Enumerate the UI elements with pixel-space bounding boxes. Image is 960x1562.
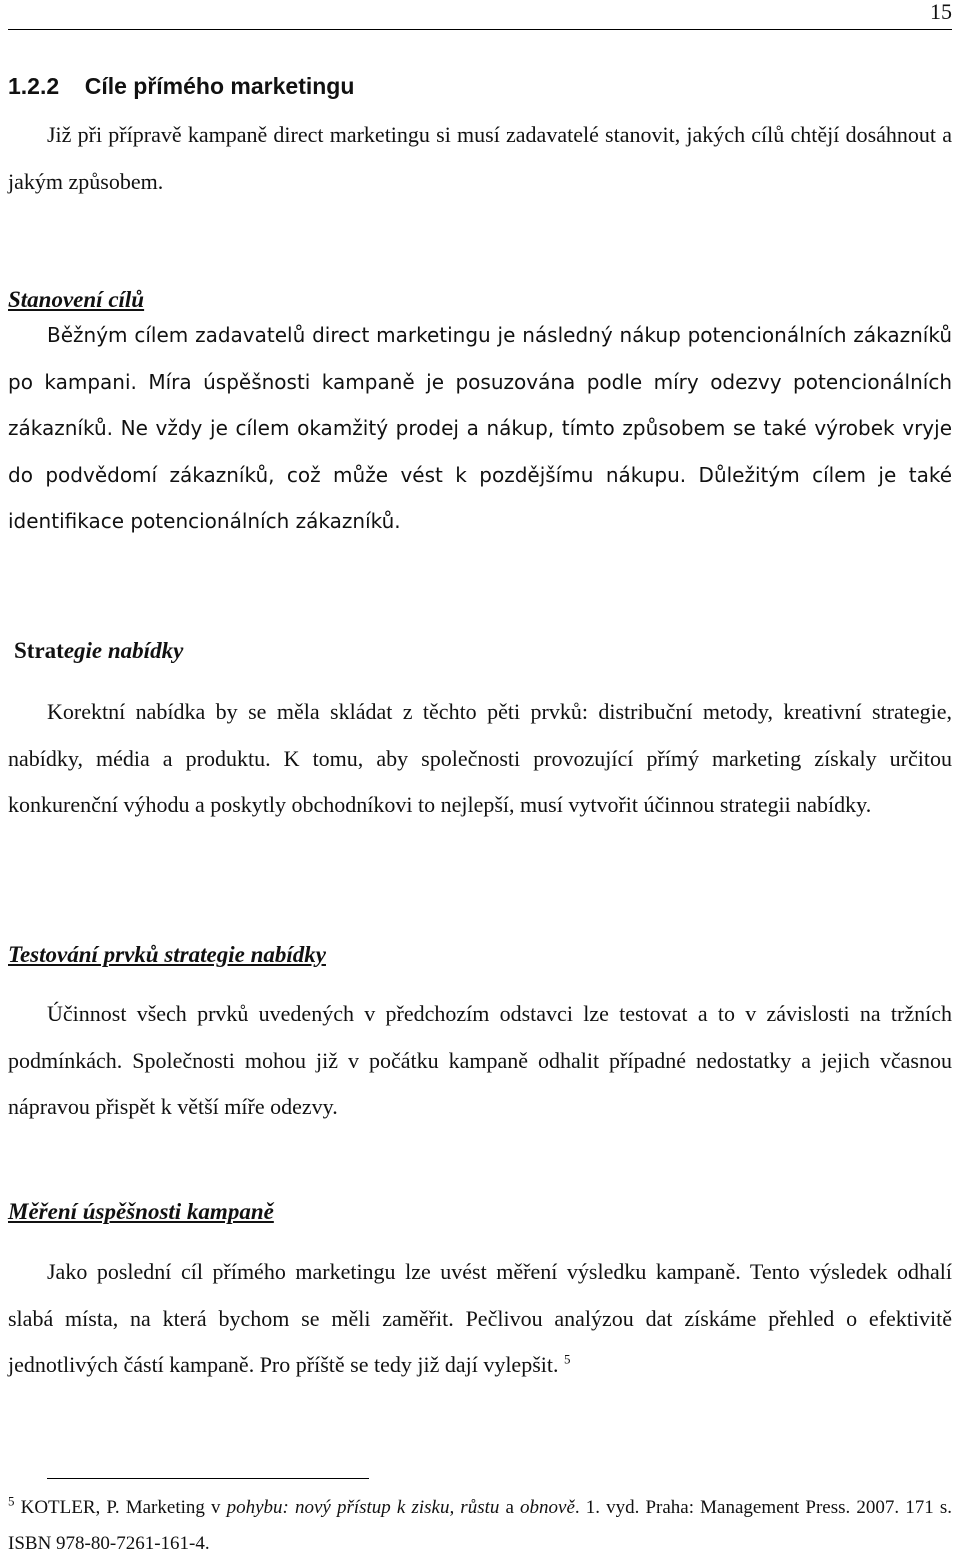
footnote-author: KOTLER, P.: [20, 1497, 120, 1518]
footnote-title-mid: a: [505, 1497, 514, 1518]
paragraph-strategie-nabidky: Korektní nabídka by se měla skládat z těchto pěti prvků: distribuční metody, kreativní strategie, nabídky, média a produktu. K tomu, aby společnosti provozující přímý marketing získaly určitou konkurenční výhodu a poskytly obchodníkovi to nejlepší, musí vytvořit účinnou strategii nabídky.: [8, 699, 952, 817]
intro-paragraph: Již při přípravě kampaně direct marketingu si musí zadavatelé stanovit, jakých cílů chtějí dosáhnout a jakým způsobem.: [8, 122, 952, 194]
subheading-strategie-nabidky: [14, 636, 183, 666]
page-number: 15: [930, 0, 952, 24]
header-rule: [8, 29, 952, 30]
footnote-title-italic2: obnově: [520, 1497, 575, 1518]
subheading-stanoveni-cilu: Stanovení cílů: [8, 287, 145, 312]
footnote-title-italic1: pohybu: nový přístup k zisku, růstu: [226, 1497, 500, 1518]
section-title: [8, 70, 354, 102]
subheading-part2: egie nabídky: [63, 638, 184, 663]
footnote-rest: . 1. vyd. Praha: Management Press. 2007. 171 s. ISBN 978-80-7261-161-4.: [8, 1497, 953, 1554]
paragraph-mereni-text: Jako poslední cíl přímého marketingu lze uvést měření výsledku kampaně. Tento výsledek odhalí slabá místa, na která bychom se měli zaměřit. Pečlivou analýzou dat získáme přehled o efektivitě jednotlivých částí kampaně. Pro příště se tedy již dají vylepšit.: [8, 1259, 952, 1377]
footnote-rule: [47, 1478, 369, 1479]
subheading-testovani: Testování prvků strategie nabídky: [8, 942, 326, 967]
section-title-text: Cíle přímého marketingu: [84, 73, 355, 99]
footnote-reference: 5: [563, 1351, 571, 1367]
footnote-title-plain: Marketing v: [125, 1497, 221, 1518]
paragraph-stanoveni-cilu: Běžným cílem zadavatelů direct marketingu je následný nákup potencionálních zákazníků po kampani. Míra úspěšnosti kampaně je posuzována podle míry odezvy potencionálních zákazníků. Ne vždy je cílem okamžitý prodej a nákup, tímto způsobem se také výrobek vryje do podvědomí zákazníků, což může vést k pozdějšímu nákupu. Důležitým cílem je také identifikace potencionálních zákazníků.: [8, 323, 952, 533]
paragraph-testovani: Účinnost všech prvků uvedených v předchozím odstavci lze testovat a to v závislosti na tržních podmínkách. Společnosti mohou již v počátku kampaně odhalit případné nedostatky a jejich včasnou nápravou přispět k větší míře odezvy.: [8, 1001, 952, 1119]
footnote-mark: 5: [8, 1493, 15, 1509]
subheading-part1: Strat: [14, 638, 64, 663]
subheading-mereni: Měření úspěšnosti kampaně: [8, 1199, 274, 1224]
section-number: 1.2.2: [8, 73, 60, 99]
paragraph-mereni: [8, 1249, 952, 1389]
footnote: [8, 1490, 952, 1562]
